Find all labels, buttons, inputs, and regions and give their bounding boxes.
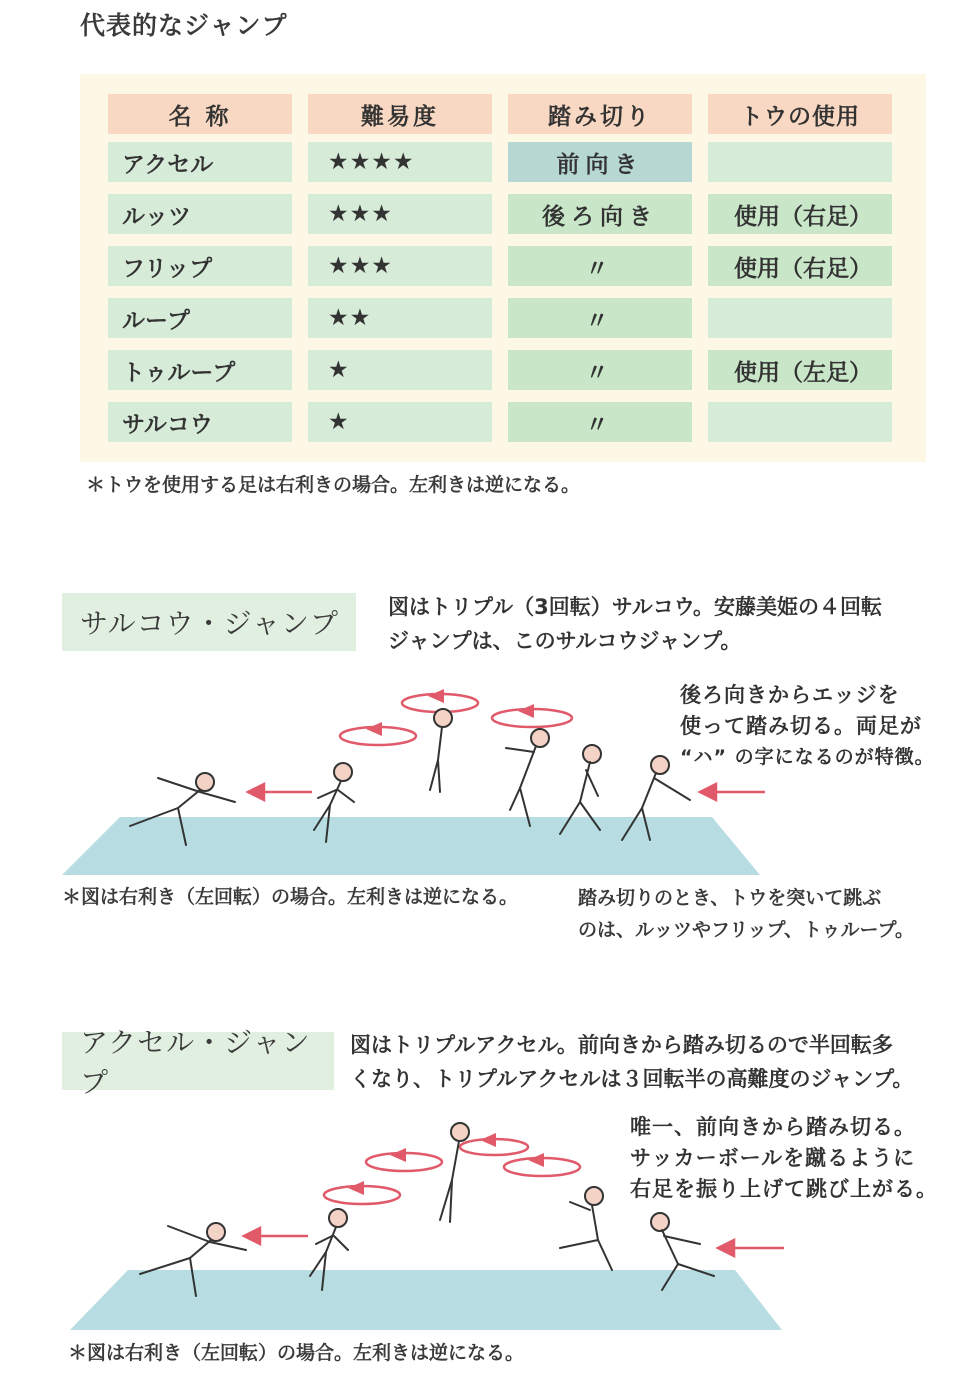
salchow-note-line: 踏み切りのとき、トウを突いて跳ぶ xyxy=(578,887,882,909)
row-name: トゥループ xyxy=(108,350,292,390)
salchow-note-left: ＊図は右利き（左回転）の場合。左利きは逆になる。 xyxy=(62,886,519,908)
row-toe: 使用（左足） xyxy=(708,350,892,390)
row-takeoff: 〃 xyxy=(508,402,692,442)
row-toe: 使用（右足） xyxy=(708,246,892,286)
ice-rink xyxy=(70,1270,782,1330)
axel-callout-line: サッカーボールを蹴るように xyxy=(630,1146,916,1170)
row-difficulty: ★ xyxy=(308,350,492,390)
row-toe: 使用（右足） xyxy=(708,194,892,234)
header-name: 名 称 xyxy=(108,94,292,134)
row-name: ループ xyxy=(108,298,292,338)
row-name: アクセル xyxy=(108,142,292,182)
row-takeoff: 〃 xyxy=(508,246,692,286)
row-takeoff: 〃 xyxy=(508,298,692,338)
salchow-note-line: のは、ルッツやフリップ、トゥループ。 xyxy=(578,919,915,941)
row-difficulty: ★★★ xyxy=(308,194,492,234)
row-difficulty: ★★★ xyxy=(308,246,492,286)
axel-callout-line: 唯一、前向きから踏み切る。 xyxy=(630,1115,916,1139)
axel-desc-line: 図はトリプルアクセル。前向きから踏み切るので半回転多 xyxy=(350,1033,893,1057)
header-toe: トウの使用 xyxy=(708,94,892,134)
row-difficulty: ★★★★ xyxy=(308,142,492,182)
row-difficulty: ★★ xyxy=(308,298,492,338)
row-takeoff: 前向き xyxy=(508,142,692,182)
table-footnote: ＊トウを使用する足は右利きの場合。左利きは逆になる。 xyxy=(86,474,581,496)
axel-label: アクセル・ジャンプ xyxy=(62,1032,334,1090)
salchow-desc-line: ジャンプは、このサルコウジャンプ。 xyxy=(388,629,742,653)
axel-callout-line: 右足を振り上げて跳び上がる。 xyxy=(630,1177,938,1201)
page-title: 代表的なジャンプ xyxy=(80,11,288,40)
salchow-callout-line: 後ろ向きからエッジを xyxy=(680,683,900,707)
row-takeoff: 後ろ向き xyxy=(508,194,692,234)
row-takeoff: 〃 xyxy=(508,350,692,390)
row-name: サルコウ xyxy=(108,402,292,442)
salchow-desc-line: 図はトリプル（3回転）サルコウ。安藤美姫の４回転 xyxy=(388,595,883,619)
row-name: フリップ xyxy=(108,246,292,286)
header-takeoff: 踏み切り xyxy=(508,94,692,134)
row-name: ルッツ xyxy=(108,194,292,234)
salchow-label: サルコウ・ジャンプ xyxy=(62,593,356,651)
axel-desc-line: くなり、トリプルアクセルは３回転半の高難度のジャンプ。 xyxy=(350,1067,914,1091)
row-difficulty: ★ xyxy=(308,402,492,442)
header-difficulty: 難易度 xyxy=(308,94,492,134)
axel-note-left: ＊図は右利き（左回転）の場合。左利きは逆になる。 xyxy=(68,1342,525,1364)
salchow-callout-line: 使って踏み切る。両足が xyxy=(680,714,922,738)
salchow-callout-line: “ハ” の字になるのが特徴。 xyxy=(680,746,935,768)
